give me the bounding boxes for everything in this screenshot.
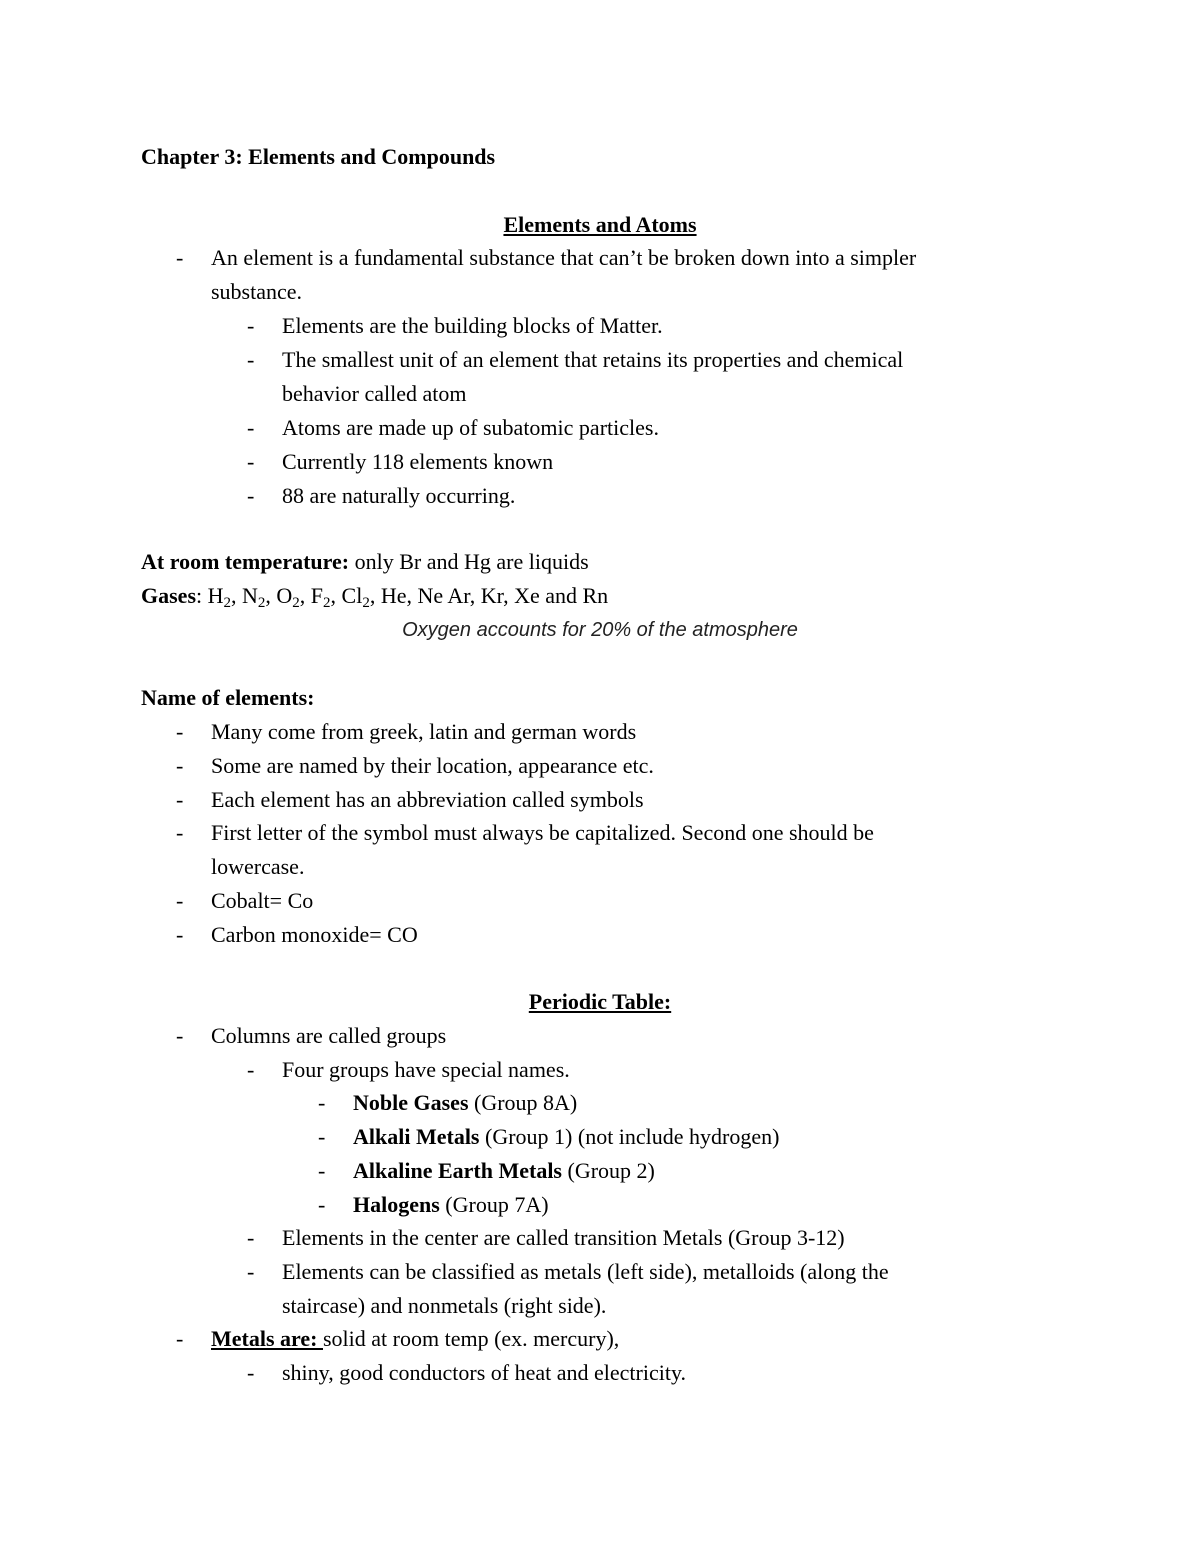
- gas-cl: , Cl: [330, 583, 363, 608]
- bullet-dash: -: [247, 347, 255, 372]
- names-bullet-4: First letter of the symbol must always be capitalized. Second one should be: [211, 820, 874, 845]
- group-detail: (Group 2): [562, 1158, 655, 1183]
- periodic-sub-1: Four groups have special names.: [282, 1057, 570, 1082]
- gas-f: , F: [299, 583, 324, 608]
- names-heading: Name of elements:: [141, 685, 315, 710]
- group-detail: (Group 1) (not include hydrogen): [479, 1124, 780, 1149]
- elements-sub-1: Elements are the building blocks of Matter.: [282, 313, 663, 338]
- metals-label: Metals are:: [211, 1326, 323, 1351]
- names-bullet-6: Carbon monoxide= CO: [211, 922, 418, 947]
- oxygen-note: Oxygen accounts for 20% of the atmosphere: [402, 619, 798, 641]
- room-temperature-text: only Br and Hg are liquids: [349, 549, 589, 574]
- gas-h: : H: [196, 583, 224, 608]
- group-alkali-metals: [353, 1124, 779, 1150]
- elements-bullet-1: An element is a fundamental substance that can’t be broken down into a simpler: [211, 245, 917, 270]
- chapter-title: Chapter 3: Elements and Compounds: [141, 144, 496, 169]
- bullet-dash: -: [176, 1326, 184, 1351]
- bullet-dash: -: [247, 1360, 255, 1385]
- bullet-dash: -: [176, 787, 184, 812]
- bullet-dash: -: [176, 922, 184, 947]
- bullet-dash: -: [176, 888, 184, 913]
- gases-line: [141, 583, 608, 609]
- periodic-sub-3-cont: staircase) and nonmetals (right side).: [282, 1293, 607, 1318]
- elements-sub-3: Atoms are made up of subatomic particles.: [282, 415, 659, 440]
- gases-label: Gases: [141, 583, 196, 608]
- metals-sub-1: shiny, good conductors of heat and electricity.: [282, 1360, 687, 1385]
- group-name: Alkali Metals: [353, 1124, 480, 1149]
- bullet-dash: -: [176, 753, 184, 778]
- names-bullet-4-cont: lowercase.: [211, 854, 305, 879]
- bullet-dash: -: [318, 1158, 326, 1183]
- bullet-dash: -: [318, 1192, 326, 1217]
- group-name: Noble Gases: [353, 1090, 469, 1115]
- names-bullet-2: Some are named by their location, appearance etc.: [211, 753, 654, 778]
- group-name: Alkaline Earth Metals: [353, 1158, 562, 1183]
- elements-sub-2-cont: behavior called atom: [282, 381, 467, 406]
- group-noble-gases: [353, 1090, 577, 1116]
- subscript: 2: [323, 595, 331, 611]
- bullet-dash: -: [247, 1225, 255, 1250]
- group-halogens: [353, 1192, 549, 1218]
- bullet-dash: -: [247, 313, 255, 338]
- elements-sub-5: 88 are naturally occurring.: [282, 483, 516, 508]
- periodic-sub-3: Elements can be classified as metals (left side), metalloids (along the: [282, 1259, 889, 1284]
- bullet-dash: -: [176, 820, 184, 845]
- bullet-dash: -: [176, 1023, 184, 1048]
- periodic-sub-2: Elements in the center are called transition Metals (Group 3-12): [282, 1225, 845, 1250]
- periodic-bullet-1: Columns are called groups: [211, 1023, 447, 1048]
- elements-sub-4: Currently 118 elements known: [282, 449, 554, 474]
- group-alkaline-earth-metals: [353, 1158, 655, 1184]
- names-bullet-1: Many come from greek, latin and german words: [211, 719, 637, 744]
- periodic-heading: Periodic Table:: [528, 989, 672, 1014]
- room-temperature-label: At room temperature:: [141, 549, 350, 574]
- elements-sub-2: The smallest unit of an element that retains its properties and chemical: [282, 347, 904, 372]
- subscript: 2: [292, 595, 300, 611]
- bullet-dash: -: [247, 415, 255, 440]
- bullet-dash: -: [318, 1124, 326, 1149]
- bullet-dash: -: [176, 719, 184, 744]
- gas-rest: , He, Ne Ar, Kr, Xe and Rn: [369, 583, 609, 608]
- group-detail: (Group 7A): [439, 1192, 549, 1217]
- subscript: 2: [257, 595, 266, 611]
- gas-n: , N: [231, 583, 258, 608]
- subscript: 2: [223, 595, 231, 611]
- group-detail: (Group 8A): [468, 1090, 578, 1115]
- metals-line: [211, 1326, 619, 1352]
- bullet-dash: -: [247, 1259, 255, 1284]
- names-bullet-5: Cobalt= Co: [211, 888, 314, 913]
- gas-o: , O: [265, 583, 293, 608]
- bullet-dash: -: [318, 1090, 326, 1115]
- group-name: Halogens: [353, 1192, 440, 1217]
- bullet-dash: -: [247, 483, 255, 508]
- room-temperature-line: [141, 549, 589, 575]
- subscript: 2: [362, 595, 370, 611]
- bullet-dash: -: [176, 245, 184, 270]
- bullet-dash: -: [247, 1057, 255, 1082]
- elements-bullet-1-cont: substance.: [211, 279, 303, 304]
- names-bullet-3: Each element has an abbreviation called symbols: [211, 787, 644, 812]
- bullet-dash: -: [247, 449, 255, 474]
- elements-heading: Elements and Atoms: [503, 212, 697, 237]
- metals-text: solid at room temp (ex. mercury),: [323, 1326, 620, 1351]
